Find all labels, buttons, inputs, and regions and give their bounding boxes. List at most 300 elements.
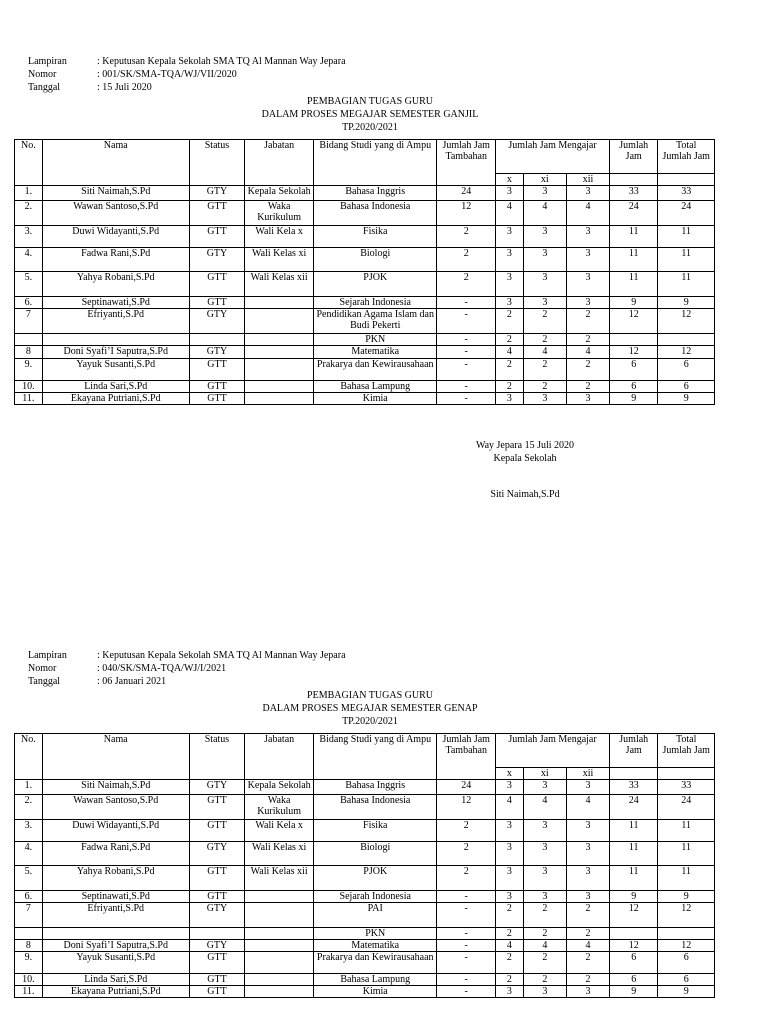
cell-hours-x: 3: [495, 820, 523, 842]
cell-hours-total: 12: [658, 903, 715, 928]
cell-row-number: 4.: [15, 842, 43, 866]
cell-subject: Prakarya dan Kewirausahaan: [314, 952, 437, 974]
cell-row-number: 11.: [15, 986, 43, 998]
cell-hours-xi: 2: [523, 903, 566, 928]
cell-teacher-name: Wawan Santoso,S.Pd: [42, 795, 189, 820]
cell-hours-xii: 4: [566, 940, 609, 952]
cell-hours-xi: 2: [523, 952, 566, 974]
cell-hours-xi: 3: [523, 891, 566, 903]
cell-hours-x: 3: [495, 891, 523, 903]
cell-position: [245, 309, 314, 334]
cell-teacher-name: [42, 334, 189, 346]
cell-row-number: 3.: [15, 820, 43, 842]
cell-row-number: 8: [15, 346, 43, 359]
cell-hours-x: 2: [495, 974, 523, 986]
cell-teacher-name: Doni Syafi’I Saputra,S.Pd: [42, 940, 189, 952]
cell-hours-x: 3: [495, 393, 523, 405]
cell-hours-xi: 3: [523, 986, 566, 998]
cell-teacher-name: Septinawati,S.Pd: [42, 297, 189, 309]
cell-teacher-name: Yahya Robani,S.Pd: [42, 866, 189, 891]
cell-extra-hours: 24: [437, 780, 496, 795]
cell-hours-total: 11: [658, 248, 715, 272]
cell-teacher-name: Siti Naimah,S.Pd: [42, 780, 189, 795]
cell-employment-status: GTT: [189, 381, 245, 393]
cell-hours-x: 4: [495, 201, 523, 226]
cell-hours-xii: 3: [566, 842, 609, 866]
cell-hours-xi: 2: [523, 309, 566, 334]
cell-position: [245, 986, 314, 998]
cell-position: Kepala Sekolah: [245, 780, 314, 795]
cell-hours-xii: 3: [566, 866, 609, 891]
table-row: [15, 952, 715, 974]
cell-subject: PAI: [314, 903, 437, 928]
cell-subject: Kimia: [314, 393, 437, 405]
cell-hours-x: 2: [495, 903, 523, 928]
cell-employment-status: GTT: [189, 272, 245, 297]
cell-employment-status: GTY: [189, 903, 245, 928]
cell-subject: Sejarah Indonesia: [314, 297, 437, 309]
cell-teacher-name: Duwi Widayanti,S.Pd: [42, 226, 189, 248]
cell-row-number: 10.: [15, 381, 43, 393]
cell-hours-x: 3: [495, 248, 523, 272]
document-title: PEMBAGIAN TUGAS GURU DALAM PROSES MEGAJAR SEMESTER GENAP TP.2020/2021: [262, 690, 478, 727]
cell-hours-sum: [610, 928, 658, 940]
cell-hours-xi: 2: [523, 381, 566, 393]
cell-teacher-name: Linda Sari,S.Pd: [42, 974, 189, 986]
cell-hours-sum: 6: [610, 381, 658, 393]
cell-subject: Biologi: [314, 842, 437, 866]
cell-subject: Fisika: [314, 820, 437, 842]
cell-hours-x: 2: [495, 952, 523, 974]
meta-row-nomor: Nomor : 040/SK/SMA-TQA/WJ/I/2021: [28, 663, 227, 674]
cell-row-number: 2.: [15, 795, 43, 820]
cell-hours-total: 9: [658, 986, 715, 998]
cell-hours-x: 4: [495, 795, 523, 820]
cell-row-number: 10.: [15, 974, 43, 986]
cell-hours-x: 4: [495, 346, 523, 359]
cell-position: [245, 940, 314, 952]
cell-employment-status: GTT: [189, 795, 245, 820]
cell-hours-sum: 12: [610, 903, 658, 928]
cell-subject: PKN: [314, 334, 437, 346]
table-row: [15, 780, 715, 795]
cell-employment-status: GTT: [189, 393, 245, 405]
cell-hours-sum: 24: [610, 795, 658, 820]
header-status: Status: [189, 140, 245, 186]
cell-hours-x: 2: [495, 309, 523, 334]
header-kelas-xi: xi: [523, 768, 566, 780]
header-jam-tambahan: Jumlah Jam Tambahan: [437, 140, 496, 186]
table-row: [15, 297, 715, 309]
cell-hours-x: 3: [495, 842, 523, 866]
cell-hours-sum: 11: [610, 820, 658, 842]
cell-hours-xii: 2: [566, 381, 609, 393]
cell-position: Wali Kelas xii: [245, 866, 314, 891]
cell-hours-total: 33: [658, 780, 715, 795]
cell-position: [245, 952, 314, 974]
cell-hours-sum: 6: [610, 974, 658, 986]
cell-row-number: 4.: [15, 248, 43, 272]
cell-position: Wali Kela x: [245, 820, 314, 842]
cell-employment-status: GTT: [189, 952, 245, 974]
cell-hours-x: 2: [495, 928, 523, 940]
cell-hours-xii: 2: [566, 334, 609, 346]
cell-row-number: 3.: [15, 226, 43, 248]
cell-hours-xii: 3: [566, 248, 609, 272]
header-status: Status: [189, 734, 245, 780]
cell-hours-x: 3: [495, 986, 523, 998]
cell-row-number: 5.: [15, 866, 43, 891]
cell-hours-total: [658, 334, 715, 346]
cell-extra-hours: -: [437, 359, 496, 381]
cell-hours-total: 24: [658, 201, 715, 226]
cell-hours-xii: 3: [566, 986, 609, 998]
table-header-row: [15, 140, 715, 174]
meta-row-tanggal: Tanggal : 15 Juli 2020: [28, 82, 152, 93]
cell-teacher-name: Yayuk Susanti,S.Pd: [42, 952, 189, 974]
header-jabatan: Jabatan: [245, 734, 314, 780]
cell-subject: Pendidikan Agama Islam dan Budi Pekerti: [314, 309, 437, 334]
cell-row-number: 5.: [15, 272, 43, 297]
cell-hours-xii: 3: [566, 820, 609, 842]
table-row: [15, 820, 715, 842]
cell-row-number: 9.: [15, 952, 43, 974]
meta-row-tanggal: Tanggal : 06 Januari 2021: [28, 676, 167, 687]
cell-hours-xii: 2: [566, 903, 609, 928]
table-row: [15, 866, 715, 891]
cell-position: [245, 903, 314, 928]
cell-row-number: [15, 928, 43, 940]
cell-hours-sum: 12: [610, 940, 658, 952]
cell-hours-xii: 4: [566, 346, 609, 359]
meta-row-lampiran: Lampiran : Keputusan Kepala Sekolah SMA TQ Al Mannan Way Jepara: [28, 650, 346, 661]
cell-hours-total: 12: [658, 309, 715, 334]
meta-row-nomor: Nomor : 001/SK/SMA-TQA/WJ/VII/2020: [28, 69, 237, 80]
cell-employment-status: GTT: [189, 359, 245, 381]
cell-hours-xi: 4: [523, 346, 566, 359]
cell-hours-total: 24: [658, 795, 715, 820]
cell-employment-status: [189, 928, 245, 940]
cell-hours-xi: 3: [523, 820, 566, 842]
cell-hours-sum: 6: [610, 952, 658, 974]
cell-hours-total: 11: [658, 226, 715, 248]
letter-meta: [28, 650, 528, 689]
table-row: [15, 986, 715, 998]
cell-position: Wali Kelas xii: [245, 272, 314, 297]
cell-teacher-name: Linda Sari,S.Pd: [42, 381, 189, 393]
header-total-jam: Total Jumlah Jam: [658, 734, 715, 768]
cell-row-number: 7: [15, 903, 43, 928]
table-row: [15, 346, 715, 359]
cell-row-number: 7: [15, 309, 43, 334]
cell-hours-xi: 3: [523, 248, 566, 272]
teacher-assignment-table: [14, 733, 715, 998]
header-jam-mengajar: Jumlah Jam Mengajar: [495, 140, 609, 174]
cell-employment-status: GTT: [189, 891, 245, 903]
cell-subject: Matematika: [314, 346, 437, 359]
cell-extra-hours: -: [437, 940, 496, 952]
cell-hours-xi: 3: [523, 186, 566, 201]
cell-teacher-name: [42, 928, 189, 940]
cell-hours-x: 3: [495, 297, 523, 309]
cell-hours-x: 3: [495, 186, 523, 201]
document-title: PEMBAGIAN TUGAS GURU DALAM PROSES MEGAJAR SEMESTER GANJIL TP.2020/2021: [261, 96, 479, 133]
header-blank: [610, 174, 658, 186]
cell-hours-total: 12: [658, 346, 715, 359]
cell-hours-xi: 3: [523, 780, 566, 795]
cell-row-number: 2.: [15, 201, 43, 226]
cell-row-number: 8: [15, 940, 43, 952]
table-row: [15, 201, 715, 226]
cell-hours-total: 11: [658, 866, 715, 891]
cell-hours-sum: 24: [610, 201, 658, 226]
cell-extra-hours: 12: [437, 201, 496, 226]
cell-position: Wali Kela x: [245, 226, 314, 248]
cell-hours-total: 6: [658, 359, 715, 381]
cell-row-number: [15, 334, 43, 346]
table-row: [15, 795, 715, 820]
cell-extra-hours: 2: [437, 820, 496, 842]
cell-hours-xii: 2: [566, 309, 609, 334]
header-jam-mengajar: Jumlah Jam Mengajar: [495, 734, 609, 768]
cell-hours-sum: 11: [610, 842, 658, 866]
cell-hours-xi: 4: [523, 795, 566, 820]
cell-teacher-name: Doni Syafi’I Saputra,S.Pd: [42, 346, 189, 359]
cell-hours-x: 3: [495, 272, 523, 297]
header-kelas-x: x: [495, 174, 523, 186]
header-bidang-studi: Bidang Studi yang di Ampu: [314, 734, 437, 780]
cell-extra-hours: 2: [437, 866, 496, 891]
cell-subject: Bahasa Lampung: [314, 974, 437, 986]
cell-extra-hours: -: [437, 346, 496, 359]
cell-hours-sum: 11: [610, 272, 658, 297]
cell-subject: Fisika: [314, 226, 437, 248]
cell-extra-hours: -: [437, 952, 496, 974]
header-kelas-x: x: [495, 768, 523, 780]
cell-position: [245, 346, 314, 359]
cell-subject: Bahasa Indonesia: [314, 795, 437, 820]
cell-extra-hours: -: [437, 903, 496, 928]
cell-hours-sum: 33: [610, 780, 658, 795]
table-row: [15, 903, 715, 928]
cell-hours-xi: 3: [523, 393, 566, 405]
header-no: No.: [15, 140, 43, 186]
cell-hours-xi: 3: [523, 226, 566, 248]
cell-hours-xii: 3: [566, 393, 609, 405]
cell-hours-total: 11: [658, 272, 715, 297]
cell-position: Waka Kurikulum: [245, 201, 314, 226]
signatory-name: Siti Naimah,S.Pd: [490, 489, 560, 500]
cell-employment-status: GTY: [189, 309, 245, 334]
table-header-row: [15, 734, 715, 768]
header-blank: [658, 174, 715, 186]
table-row: [15, 974, 715, 986]
cell-position: Waka Kurikulum: [245, 795, 314, 820]
cell-hours-xii: 4: [566, 201, 609, 226]
cell-teacher-name: Fadwa Rani,S.Pd: [42, 842, 189, 866]
cell-hours-sum: 11: [610, 248, 658, 272]
table-row: [15, 842, 715, 866]
cell-hours-xi: 4: [523, 201, 566, 226]
header-bidang-studi: Bidang Studi yang di Ampu: [314, 140, 437, 186]
cell-hours-x: 2: [495, 359, 523, 381]
cell-position: Wali Kelas xi: [245, 842, 314, 866]
cell-row-number: 6.: [15, 297, 43, 309]
header-kelas-xii: xii: [566, 768, 609, 780]
cell-hours-xii: 4: [566, 795, 609, 820]
cell-teacher-name: Ekayana Putriani,S.Pd: [42, 986, 189, 998]
cell-hours-xii: 3: [566, 226, 609, 248]
header-blank: [610, 768, 658, 780]
table-row: [15, 891, 715, 903]
cell-hours-xi: 4: [523, 940, 566, 952]
cell-employment-status: GTT: [189, 820, 245, 842]
cell-position: Kepala Sekolah: [245, 186, 314, 201]
teacher-assignment-table: [14, 139, 715, 405]
header-total-jam: Total Jumlah Jam: [658, 140, 715, 174]
cell-hours-x: 4: [495, 940, 523, 952]
cell-teacher-name: Duwi Widayanti,S.Pd: [42, 820, 189, 842]
table-row: [15, 186, 715, 201]
cell-employment-status: GTT: [189, 201, 245, 226]
cell-hours-xi: 2: [523, 974, 566, 986]
cell-row-number: 1.: [15, 186, 43, 201]
table-row: [15, 381, 715, 393]
header-nama: Nama: [42, 140, 189, 186]
cell-teacher-name: Siti Naimah,S.Pd: [42, 186, 189, 201]
cell-hours-xii: 2: [566, 952, 609, 974]
cell-hours-total: [658, 928, 715, 940]
cell-extra-hours: -: [437, 928, 496, 940]
header-no: No.: [15, 734, 43, 780]
cell-hours-sum: 9: [610, 393, 658, 405]
cell-hours-sum: 6: [610, 359, 658, 381]
cell-row-number: 6.: [15, 891, 43, 903]
cell-subject: Matematika: [314, 940, 437, 952]
table-row: [15, 226, 715, 248]
cell-extra-hours: 2: [437, 272, 496, 297]
cell-subject: Bahasa Inggris: [314, 780, 437, 795]
cell-extra-hours: 2: [437, 226, 496, 248]
cell-hours-xi: 2: [523, 928, 566, 940]
cell-position: [245, 891, 314, 903]
cell-row-number: 9.: [15, 359, 43, 381]
table-row: [15, 272, 715, 297]
letter-meta: [28, 56, 528, 95]
signature-block: Way Jepara 15 Juli 2020 Kepala Sekolah Siti Naimah,S.Pd: [440, 440, 610, 502]
cell-teacher-name: Septinawati,S.Pd: [42, 891, 189, 903]
header-blank: [658, 768, 715, 780]
cell-position: [245, 928, 314, 940]
cell-extra-hours: -: [437, 381, 496, 393]
cell-teacher-name: Yayuk Susanti,S.Pd: [42, 359, 189, 381]
cell-employment-status: GTT: [189, 986, 245, 998]
cell-employment-status: GTY: [189, 346, 245, 359]
cell-position: [245, 359, 314, 381]
cell-hours-sum: 11: [610, 866, 658, 891]
cell-hours-x: 3: [495, 226, 523, 248]
cell-hours-total: 9: [658, 297, 715, 309]
cell-employment-status: GTT: [189, 297, 245, 309]
cell-hours-xi: 3: [523, 866, 566, 891]
cell-hours-total: 11: [658, 842, 715, 866]
cell-hours-total: 6: [658, 974, 715, 986]
cell-employment-status: GTY: [189, 940, 245, 952]
cell-subject: Prakarya dan Kewirausahaan: [314, 359, 437, 381]
cell-extra-hours: 2: [437, 248, 496, 272]
cell-extra-hours: -: [437, 891, 496, 903]
table-row: [15, 393, 715, 405]
cell-hours-xi: 3: [523, 297, 566, 309]
cell-subject: Kimia: [314, 986, 437, 998]
cell-subject: Sejarah Indonesia: [314, 891, 437, 903]
cell-extra-hours: -: [437, 974, 496, 986]
table-row: [15, 248, 715, 272]
cell-hours-xi: 2: [523, 334, 566, 346]
cell-teacher-name: Fadwa Rani,S.Pd: [42, 248, 189, 272]
cell-employment-status: GTY: [189, 842, 245, 866]
cell-extra-hours: 12: [437, 795, 496, 820]
cell-hours-sum: [610, 334, 658, 346]
cell-hours-sum: 12: [610, 309, 658, 334]
cell-hours-xi: 3: [523, 272, 566, 297]
cell-teacher-name: Efriyanti,S.Pd: [42, 903, 189, 928]
cell-teacher-name: Ekayana Putriani,S.Pd: [42, 393, 189, 405]
cell-extra-hours: -: [437, 986, 496, 998]
cell-position: [245, 393, 314, 405]
header-kelas-xii: xii: [566, 174, 609, 186]
header-jam-tambahan: Jumlah Jam Tambahan: [437, 734, 496, 780]
table-row: [15, 334, 715, 346]
cell-hours-x: 2: [495, 334, 523, 346]
cell-hours-total: 6: [658, 381, 715, 393]
cell-extra-hours: -: [437, 334, 496, 346]
cell-position: Wali Kelas xi: [245, 248, 314, 272]
cell-subject: PJOK: [314, 272, 437, 297]
cell-employment-status: GTT: [189, 974, 245, 986]
cell-hours-xi: 3: [523, 842, 566, 866]
cell-hours-x: 2: [495, 381, 523, 393]
cell-subject: PJOK: [314, 866, 437, 891]
meta-row-lampiran: Lampiran : Keputusan Kepala Sekolah SMA TQ Al Mannan Way Jepara: [28, 56, 346, 67]
cell-hours-sum: 9: [610, 297, 658, 309]
cell-hours-xii: 2: [566, 928, 609, 940]
cell-extra-hours: 2: [437, 842, 496, 866]
cell-row-number: 11.: [15, 393, 43, 405]
cell-employment-status: GTY: [189, 248, 245, 272]
cell-employment-status: GTT: [189, 866, 245, 891]
table-row: [15, 940, 715, 952]
cell-hours-sum: 12: [610, 346, 658, 359]
header-jumlah-jam: Jumlah Jam: [610, 734, 658, 768]
table-row: [15, 928, 715, 940]
header-jabatan: Jabatan: [245, 140, 314, 186]
cell-teacher-name: Efriyanti,S.Pd: [42, 309, 189, 334]
cell-hours-total: 9: [658, 393, 715, 405]
table-row: [15, 309, 715, 334]
cell-hours-xii: 3: [566, 297, 609, 309]
cell-subject: Bahasa Indonesia: [314, 201, 437, 226]
header-jumlah-jam: Jumlah Jam: [610, 140, 658, 174]
cell-hours-sum: 11: [610, 226, 658, 248]
cell-hours-total: 11: [658, 820, 715, 842]
cell-hours-total: 9: [658, 891, 715, 903]
cell-subject: PKN: [314, 928, 437, 940]
cell-employment-status: [189, 334, 245, 346]
cell-hours-xi: 2: [523, 359, 566, 381]
cell-hours-sum: 9: [610, 891, 658, 903]
cell-subject: Biologi: [314, 248, 437, 272]
